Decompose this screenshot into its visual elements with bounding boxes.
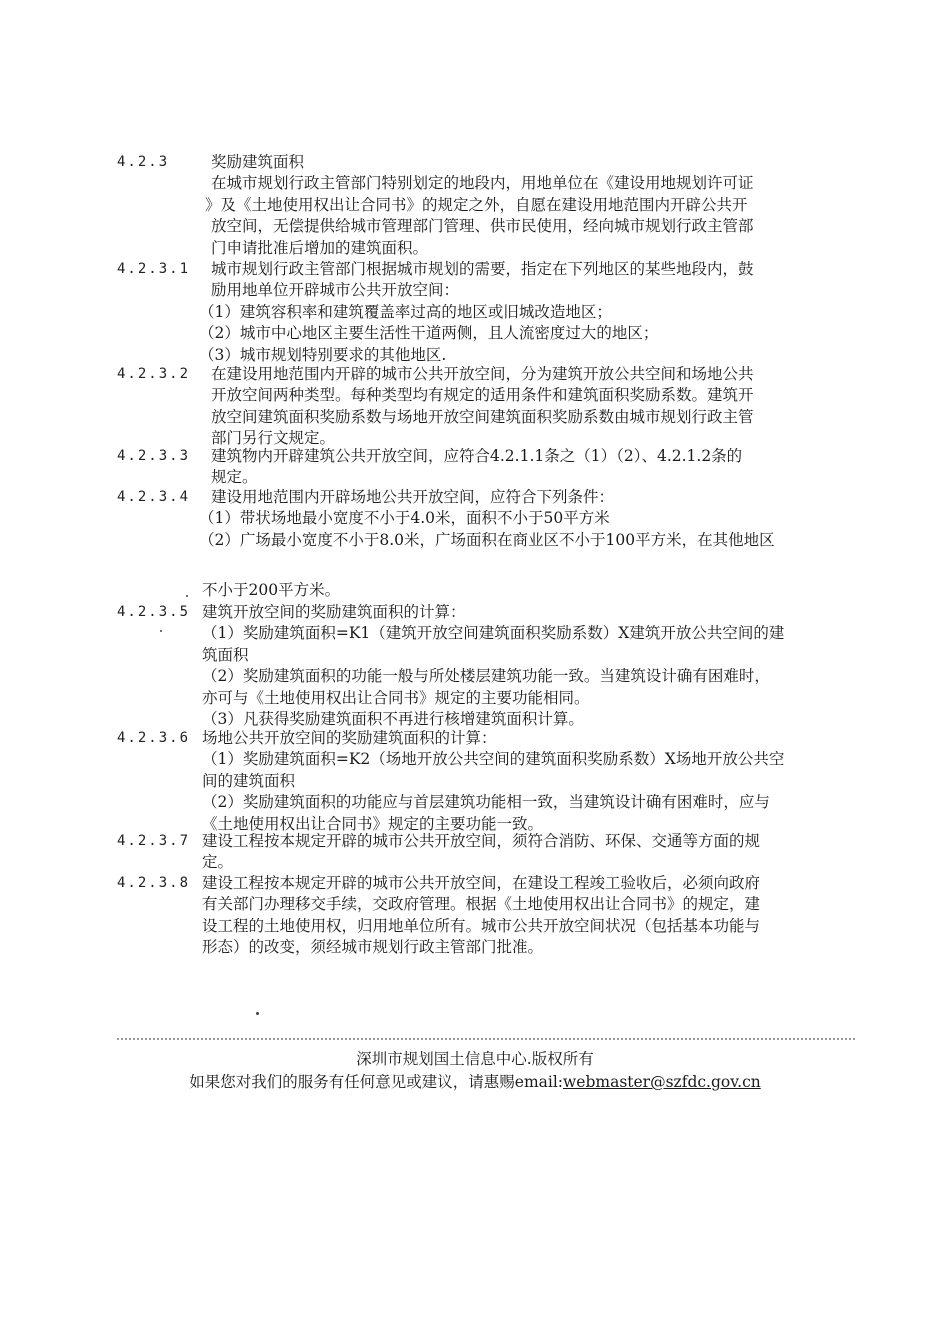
- list-item: （1）奖励建筑面积=K2（场地开放公共空间的建筑面积奖励系数）X场地开放公共空: [202, 750, 785, 769]
- clause-number: 4.2.3.6: [117, 730, 191, 746]
- clause-line: 《土地使用权出让合同书》规定的主要功能一致。: [202, 814, 544, 833]
- clause-line: 在城市规划行政主管部门特别划定的地段内，用地单位在《建设用地规划许可证: [211, 174, 754, 193]
- clause-line: 门申请批准后增加的建筑面积。: [211, 238, 429, 257]
- clause-line: 形态）的改变，须经城市规划行政主管部门批准。: [202, 938, 544, 957]
- clause-body: [202, 873, 760, 959]
- footer-contact-text: 如果您对我们的服务有任何意见或建议，请惠赐email:: [189, 1073, 564, 1091]
- clause-line: 建筑物内开辟建筑公共开放空间，应符合4.2.1.1条之（1）（2）、4.2.1.2条的: [211, 447, 743, 465]
- clause-line: 放空间建筑面积奖励系数与场地开放空间建筑面积奖励系数由城市规划行政主管: [211, 407, 754, 426]
- list-item: （2）奖励建筑面积的功能应与首层建筑功能相一致，当建筑设计确有困难时，应与: [202, 793, 770, 812]
- list-item: （2）城市中心地区主要生活性干道两侧，且人流密度过大的地区；: [199, 324, 659, 343]
- clause-body: [202, 728, 784, 835]
- clause-body: [199, 487, 775, 551]
- clause-number: 4.2.3.3: [117, 448, 191, 464]
- clause-line: 在建设用地范围内开辟的城市公共开放空间，分为建筑开放公共空间和场地公共: [211, 365, 754, 383]
- list-item: （3）凡获得奖励建筑面积不再进行核增建筑面积计算。: [202, 709, 584, 728]
- scan-speck: [186, 595, 188, 597]
- clause-continuation: 不小于200平方米。: [202, 581, 341, 599]
- clause-body: [202, 831, 760, 874]
- email-link[interactable]: webmaster@szfdc.gov.cn: [563, 1073, 761, 1091]
- footer-contact: [0, 1071, 950, 1093]
- clause-line: 开放空间两种类型。每种类型均有规定的适用条件和建筑面积奖励系数。建筑开: [211, 386, 754, 405]
- list-item: （3）城市规划特别要求的其他地区.: [199, 345, 447, 364]
- clause-body: [211, 446, 742, 489]
- footer-copyright: 深圳市规划国土信息中心.版权所有: [356, 1050, 594, 1068]
- clause-line: 建设工程按本规定开辟的城市公共开放空间，须符合消防、环保、交通等方面的规: [202, 832, 761, 850]
- clause-line: 部门另行文规定。: [211, 429, 336, 448]
- clause-line: 规定。: [211, 468, 258, 487]
- clause-line: 》及《土地使用权出让合同书》的规定之外，自愿在建设用地范围内开辟公共开: [205, 195, 748, 214]
- clause-line: 亦可与《土地使用权出让合同书》规定的主要功能相同。: [202, 688, 590, 707]
- list-item: （2）奖励建筑面积的功能一般与所处楼层建筑功能一致。当建筑设计确有困难时，: [202, 667, 770, 686]
- list-item: （1）带状场地最小宽度不小于4.0米，面积不小于50平方米: [199, 509, 610, 528]
- clause-line: 建设用地范围内开辟场地公共开放空间，应符合下列条件：: [211, 488, 615, 506]
- clause-line: 建筑开放空间的奖励建筑面积的计算：: [202, 603, 466, 621]
- clause-number: 4.2.3: [117, 154, 170, 170]
- clause-number: 4.2.3.1: [117, 261, 191, 277]
- clause-line: 筑面积: [202, 645, 249, 664]
- clause-line: 城市规划行政主管部门根据城市规划的需要，指定在下列地区的某些地段内，鼓: [211, 260, 754, 278]
- clause-number: 4.2.3.2: [117, 366, 191, 382]
- clause-line: 放空间，无偿提供给城市管理部门管理、供市民使用，经向城市规划行政主管部: [211, 217, 754, 236]
- footer-divider: [117, 1038, 855, 1040]
- clause-number: 4.2.3.8: [117, 875, 191, 891]
- clause-heading: 奖励建筑面积: [211, 153, 305, 171]
- list-item: （1）建筑容积率和建筑覆盖率过高的地区或旧城改造地区；: [199, 302, 612, 321]
- clause-line: 建设工程按本规定开辟的城市公共开放空间，在建设工程竣工验收后，必须向政府: [202, 874, 761, 892]
- clause-line: 间的建筑面积: [202, 771, 296, 790]
- clause-line: 有关部门办理移交手续，交政府管理。根据《土地使用权出让合同书》的规定，建: [202, 895, 761, 914]
- clause-number: 4.2.3.5: [117, 604, 191, 620]
- clause-line: 励用地单位开辟城市公共开放空间：: [211, 281, 460, 300]
- list-item: （1）奖励建筑面积=K1（建筑开放空间建筑面积奖励系数）X建筑开放公共空间的建: [202, 624, 785, 643]
- clause-body: [199, 259, 754, 366]
- clause-number: 4.2.3.7: [117, 833, 191, 849]
- clause-body: [202, 602, 784, 730]
- clause-number: 4.2.3.4: [117, 489, 191, 505]
- clause-line: 场地公共开放空间的奖励建筑面积的计算：: [202, 729, 497, 747]
- scan-speck: [256, 1012, 259, 1015]
- clause-body: [205, 152, 754, 259]
- clause-line: 定。: [202, 853, 234, 872]
- clause-line: 设工程的土地使用权，归用地单位所有。城市公共开放空间状况（包括基本功能与: [202, 916, 761, 935]
- clause-body: [211, 364, 754, 450]
- list-item: （2）广场最小宽度不小于8.0米，广场面积在商业区不小于100平方米，在其他地区: [199, 530, 775, 549]
- scan-speck: [160, 630, 162, 632]
